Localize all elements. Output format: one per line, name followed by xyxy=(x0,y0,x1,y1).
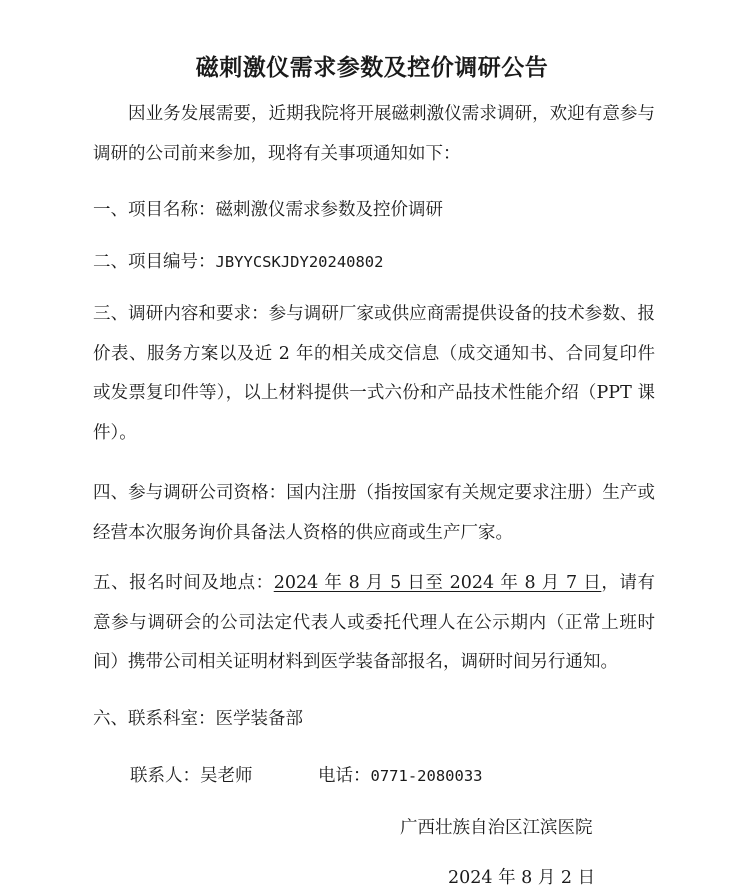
item-registration-label: 五、报名时间及地点： xyxy=(93,573,274,593)
item-registration xyxy=(93,564,655,683)
contact-phone-label: 电话： xyxy=(318,766,371,786)
item-project-name-label: 一、项目名称： xyxy=(93,200,216,220)
intro-paragraph: 因业务发展需要，近期我院将开展磁刺激仪需求调研，欢迎有意参与调研的公司前来参加，现将有关事项通知如下： xyxy=(93,104,655,164)
signature-organization: 广西壮族自治区江滨医院 xyxy=(400,818,593,838)
contact-phone-number: 0771-2080033 xyxy=(370,767,483,785)
item-project-number xyxy=(93,243,655,283)
contact-person-label: 联系人： xyxy=(130,766,200,786)
page-title: 磁刺激仪需求参数及控价调研公告 xyxy=(195,55,549,81)
item-contact-department xyxy=(93,700,655,740)
item-survey-content: 三、调研内容和要求：参与调研厂家或供应商需提供设备的技术参数、报价表、服务方案以及近 2 年的相关成交信息（成交通知书、合同复印件或发票复印件等），以上材料提供一式六份和产品技术性能介绍（PPT 课件）。 xyxy=(93,304,655,443)
contact-person xyxy=(130,762,253,787)
contact-phone xyxy=(318,762,482,787)
item-project-number-value: JBYYCSKJDY20240802 xyxy=(215,253,384,271)
item-contact-department-value: 医学装备部 xyxy=(215,709,303,729)
item-registration-details: ，请有意参与调研会的公司法定代表人或委托代理人在公示期内（正常上班时间）携带公司相关证明材料到医学装备部报名，调研时间另行通知。 xyxy=(93,573,656,672)
item-registration-dates: 2024 年 8 月 5 日至 2024 年 8 月 7 日 xyxy=(273,573,602,593)
item-project-number-label: 二、项目编号： xyxy=(93,252,216,272)
item-contact-department-label: 六、联系科室： xyxy=(93,709,216,729)
signature-date: 2024 年 8 月 2 日 xyxy=(448,868,596,888)
contact-person-name: 吴老师 xyxy=(200,766,253,786)
item-project-name xyxy=(93,191,655,231)
item-project-name-value: 磁刺激仪需求参数及控价调研 xyxy=(215,200,443,220)
item-qualification: 四、参与调研公司资格：国内注册（指按国家有关规定要求注册）生产或经营本次服务询价具备法人资格的供应商或生产厂家。 xyxy=(93,483,655,543)
